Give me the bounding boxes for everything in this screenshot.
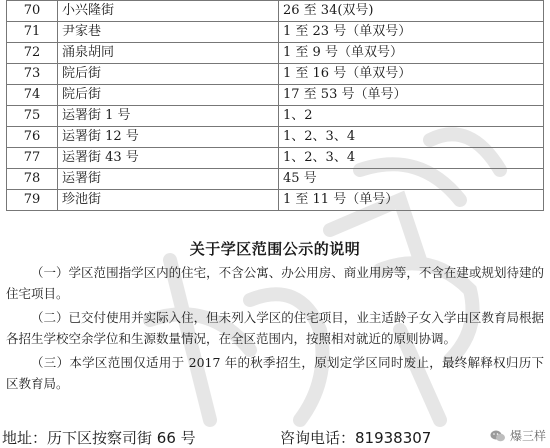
table-row	[7, 127, 544, 148]
table-row	[7, 148, 544, 169]
table-row	[7, 1, 544, 22]
wechat-account-badge[interactable]	[490, 427, 546, 444]
wechat-account-name: 爆三样	[509, 429, 546, 443]
street-name: 运署街 12 号	[58, 127, 279, 148]
row-number: 79	[7, 190, 58, 211]
street-name: 涌泉胡同	[58, 43, 279, 64]
consult-phone: 咨询电话：81938307	[280, 429, 432, 447]
street-name: 运署街	[58, 169, 279, 190]
street-name: 运署街 1 号	[58, 106, 279, 127]
street-name: 尹家巷	[58, 22, 279, 43]
table-row	[7, 22, 544, 43]
note-item: （二）已交付使用并实际入住，但未列入学区的住宅项目，业主适龄子女入学由区教育局根据各招生学校空余学位和生源数量情况，在全区范围内，按照相对就近的原则协调。	[6, 310, 544, 346]
table-row	[7, 169, 544, 190]
table-row	[7, 106, 544, 127]
table-row	[7, 190, 544, 211]
street-name: 院后街	[58, 64, 279, 85]
house-number-range: 45 号	[279, 169, 544, 190]
house-number-range: 26 至 34(双号)	[279, 1, 544, 22]
house-number-range: 1、2、3、4	[279, 148, 544, 169]
house-number-range: 1 至 23 号（单双号）	[279, 22, 544, 43]
row-number: 73	[7, 64, 58, 85]
table-row	[7, 64, 544, 85]
house-number-range: 1、2	[279, 106, 544, 127]
row-number: 75	[7, 106, 58, 127]
row-number: 74	[7, 85, 58, 106]
street-name: 运署街 43 号	[58, 148, 279, 169]
note-item: （一）学区范围指学区内的住宅，不含公寓、办公用房、商业用房等，不含在建或规划待建的住宅项目。	[6, 265, 544, 301]
wechat-icon	[490, 429, 506, 443]
office-address: 地址：历下区按察司街 66 号	[2, 429, 196, 447]
house-number-range: 1 至 9 号（单双号）	[279, 43, 544, 64]
street-name: 珍池街	[58, 190, 279, 211]
street-name: 院后街	[58, 85, 279, 106]
row-number: 77	[7, 148, 58, 169]
house-number-range: 1 至 16 号（单双号）	[279, 64, 544, 85]
table-row	[7, 43, 544, 64]
row-number: 76	[7, 127, 58, 148]
row-number: 70	[7, 1, 58, 22]
row-number: 71	[7, 22, 58, 43]
table-row	[7, 85, 544, 106]
row-number: 72	[7, 43, 58, 64]
house-number-range: 1 至 11 号（单号）	[279, 190, 544, 211]
notes-title: 关于学区范围公示的说明	[189, 240, 361, 258]
house-number-range: 1、2、3、4	[279, 127, 544, 148]
contact-footer	[2, 428, 550, 448]
district-notes	[6, 238, 544, 394]
note-item: （三）本学区范围仅适用于 2017 年的秋季招生，原划定学区同时废止，最终解释权归历下区教育局。	[6, 355, 544, 391]
street-name: 小兴隆街	[58, 1, 279, 22]
row-number: 78	[7, 169, 58, 190]
school-district-table	[6, 0, 544, 211]
house-number-range: 17 至 53 号（单号）	[279, 85, 544, 106]
